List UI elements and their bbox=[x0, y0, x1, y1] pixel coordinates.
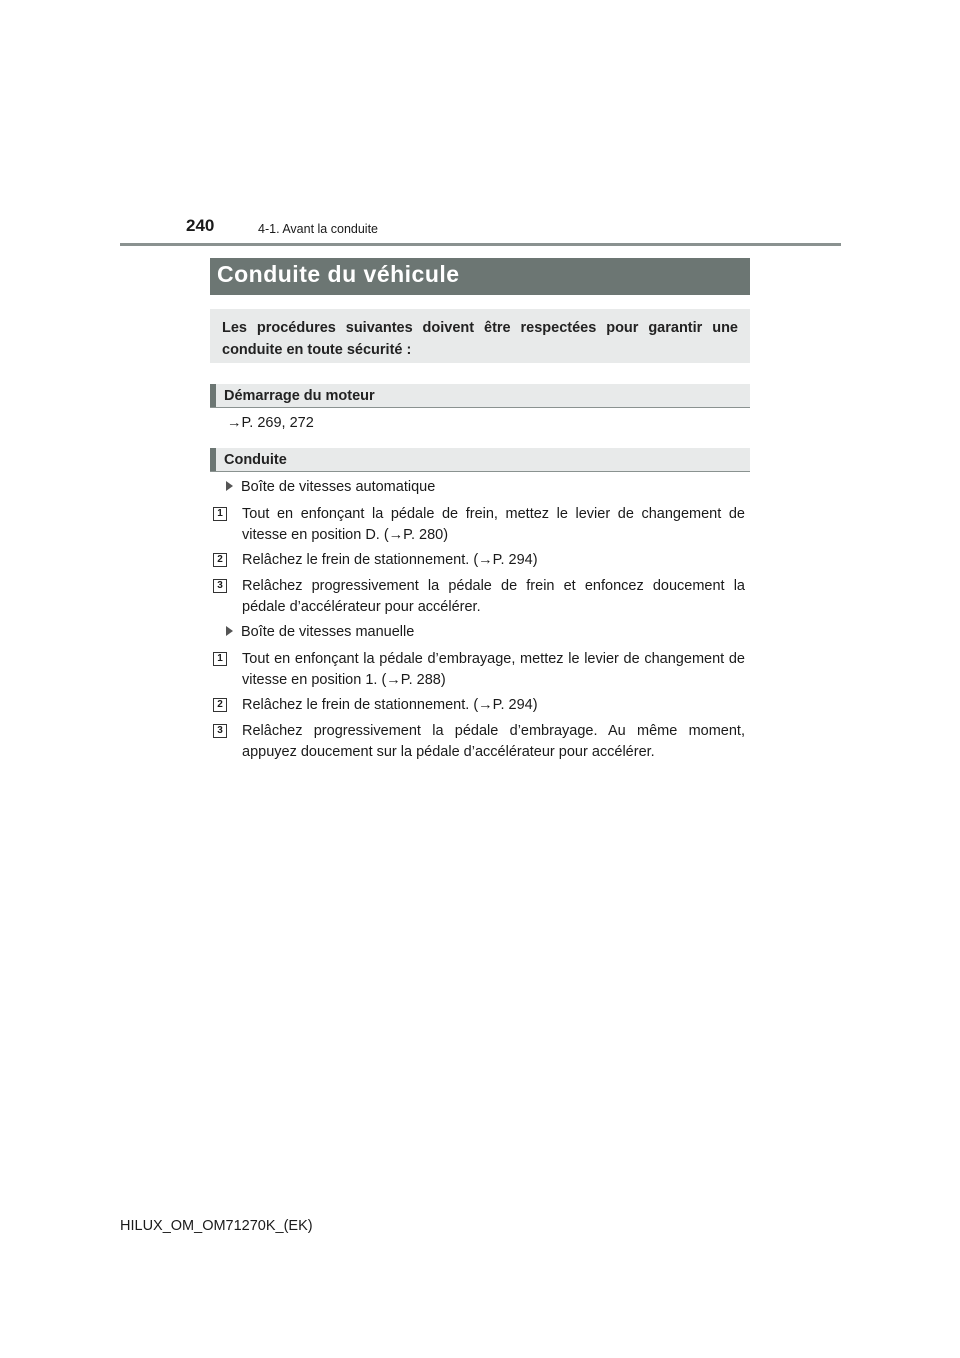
reference-line bbox=[227, 415, 314, 431]
reference-arrow-icon: → bbox=[227, 415, 242, 431]
triangle-bullet-icon bbox=[226, 626, 233, 636]
step-text: Tout en enfonçant la pédale d’embrayage, mettez le levier de changement de vitesse en position 1. (→P. 288) bbox=[242, 651, 745, 688]
triangle-bullet-icon bbox=[226, 481, 233, 491]
subheading-demarrage-label: Démarrage du moteur bbox=[224, 388, 375, 404]
section-breadcrumb: 4-1. Avant la conduite bbox=[258, 222, 378, 236]
step-number: 3 bbox=[213, 724, 227, 738]
step-number: 1 bbox=[213, 507, 227, 521]
step-number: 2 bbox=[213, 553, 227, 567]
header-divider bbox=[120, 243, 841, 246]
step-text: Relâchez progressivement la pédale d’embrayage. Au même moment, appuyez doucement sur la pédale d’accélérateur pour accélérer. bbox=[242, 723, 745, 760]
subheading-conduite-label: Conduite bbox=[224, 452, 287, 468]
subheading-conduite bbox=[210, 448, 750, 472]
bullet-automatic bbox=[226, 479, 435, 495]
document-footer: HILUX_OM_OM71270K_(EK) bbox=[120, 1218, 313, 1234]
bullet-manual bbox=[226, 624, 414, 640]
reference-text: P. 269, 272 bbox=[241, 415, 314, 431]
step-number: 3 bbox=[213, 579, 227, 593]
bullet-automatic-label: Boîte de vitesses automatique bbox=[241, 479, 436, 495]
step-text: Relâchez le frein de stationnement. (→P. 294) bbox=[242, 697, 538, 713]
step-text: Relâchez progressivement la pédale de frein et enfoncez doucement la pédale d’accélérateur pour accélérer. bbox=[242, 578, 745, 615]
page-number: 240 bbox=[186, 216, 215, 235]
step-text: Relâchez le frein de stationnement. (→P. 294) bbox=[242, 552, 538, 568]
intro-box: Les procédures suivantes doivent être respectées pour garantir une conduite en toute sécurité : bbox=[210, 309, 750, 363]
step-number: 2 bbox=[213, 698, 227, 712]
page-title-bar bbox=[210, 258, 750, 295]
page-title: Conduite du véhicule bbox=[217, 261, 460, 287]
step-number: 1 bbox=[213, 652, 227, 666]
bullet-manual-label: Boîte de vitesses manuelle bbox=[241, 624, 415, 640]
subheading-demarrage bbox=[210, 384, 750, 408]
step-text: Tout en enfonçant la pédale de frein, mettez le levier de changement de vitesse en position D. (→P. 280) bbox=[242, 506, 745, 543]
